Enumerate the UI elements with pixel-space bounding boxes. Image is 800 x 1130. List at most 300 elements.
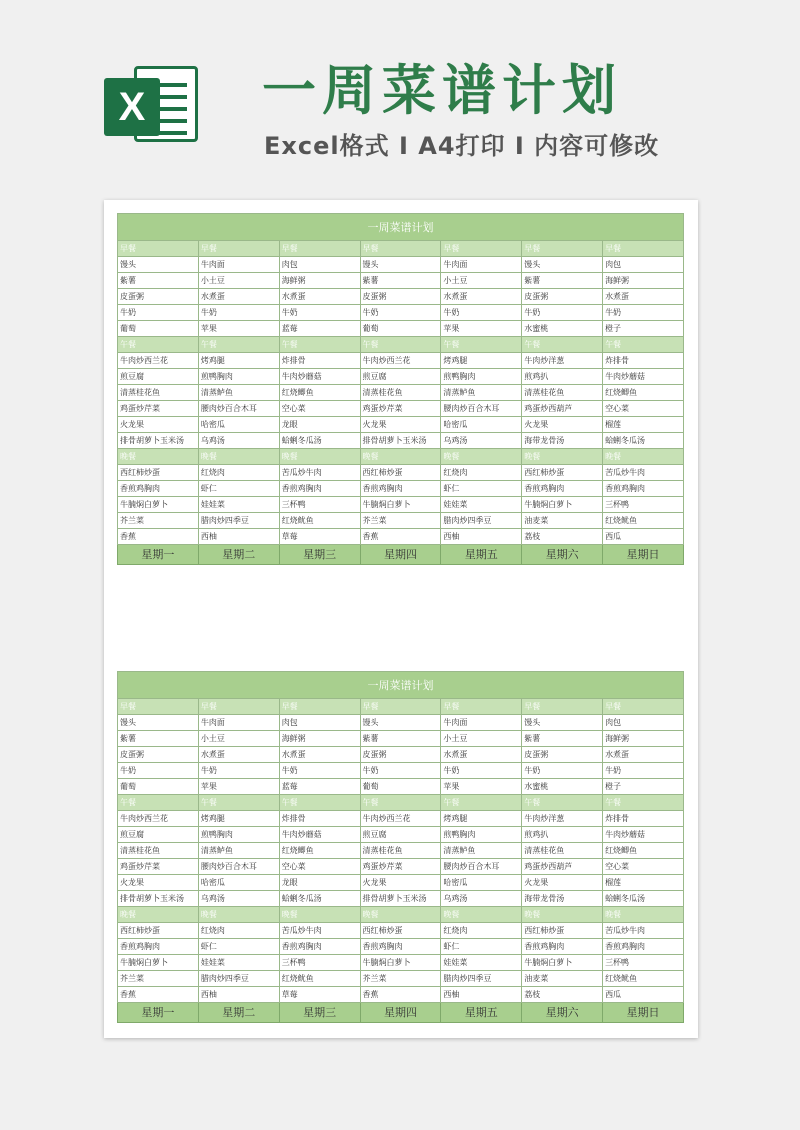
dish-cell: 龙眼 <box>279 417 360 433</box>
meal-label: 午餐 <box>118 337 199 353</box>
dish-cell: 牛奶 <box>198 763 279 779</box>
dish-cell: 煎鸭胸肉 <box>198 827 279 843</box>
dish-cell: 苦瓜炒牛肉 <box>279 923 360 939</box>
meal-label: 午餐 <box>603 337 684 353</box>
dish-cell: 红烧鲫鱼 <box>603 385 684 401</box>
dish-cell: 清蒸桂花鱼 <box>522 843 603 859</box>
dish-cell: 空心菜 <box>279 401 360 417</box>
dish-cell: 鸡蛋炒西葫芦 <box>522 859 603 875</box>
dish-cell: 西红柿炒蛋 <box>360 923 441 939</box>
dish-cell: 皮蛋粥 <box>360 289 441 305</box>
dish-cell: 苹果 <box>198 779 279 795</box>
table-row <box>118 497 684 513</box>
dish-cell: 火龙果 <box>118 417 199 433</box>
page-title: 一周菜谱计划 <box>262 59 622 122</box>
dish-cell: 腊肉炒四季豆 <box>198 971 279 987</box>
table-row <box>118 875 684 891</box>
dish-cell: 香蕉 <box>118 987 199 1003</box>
dish-cell: 娃娃菜 <box>198 497 279 513</box>
dish-cell: 哈密瓜 <box>441 875 522 891</box>
dish-cell: 苹果 <box>441 779 522 795</box>
weekday-cell: 星期五 <box>441 545 522 565</box>
dish-cell: 小土豆 <box>441 273 522 289</box>
table-row <box>118 971 684 987</box>
dish-cell: 香蕉 <box>360 987 441 1003</box>
meal-label: 早餐 <box>198 699 279 715</box>
dish-cell: 烤鸡腿 <box>441 353 522 369</box>
dish-cell: 海鲜粥 <box>279 731 360 747</box>
dish-cell: 芥兰菜 <box>360 971 441 987</box>
dish-cell: 三杯鸭 <box>279 955 360 971</box>
dish-cell: 紫薯 <box>360 731 441 747</box>
dish-cell: 红烧鱿鱼 <box>279 971 360 987</box>
dish-cell: 炸排骨 <box>603 811 684 827</box>
weekday-row <box>118 1003 684 1023</box>
dish-cell: 水煮蛋 <box>279 289 360 305</box>
dish-cell: 牛腩焖白萝卜 <box>118 497 199 513</box>
dish-cell: 香煎鸡胸肉 <box>360 939 441 955</box>
weekday-cell: 星期六 <box>522 545 603 565</box>
meal-label: 午餐 <box>118 795 199 811</box>
dish-cell: 海鲜粥 <box>603 273 684 289</box>
weekday-row <box>118 545 684 565</box>
dish-cell: 牛肉炒洋葱 <box>522 353 603 369</box>
meal-label: 早餐 <box>441 699 522 715</box>
sheet-title-row <box>118 672 684 699</box>
dish-cell: 小土豆 <box>441 731 522 747</box>
dish-cell: 火龙果 <box>360 417 441 433</box>
dish-cell: 肉包 <box>279 257 360 273</box>
meal-label: 晚餐 <box>360 907 441 923</box>
dish-cell: 紫薯 <box>118 731 199 747</box>
meal-label: 早餐 <box>522 241 603 257</box>
meal-label: 午餐 <box>279 337 360 353</box>
meal-label: 晚餐 <box>441 907 522 923</box>
dish-cell: 空心菜 <box>603 859 684 875</box>
dish-cell: 西红柿炒蛋 <box>118 923 199 939</box>
dish-cell: 苦瓜炒牛肉 <box>279 465 360 481</box>
table-row <box>118 465 684 481</box>
meal-header-row <box>118 699 684 715</box>
dish-cell: 紫薯 <box>118 273 199 289</box>
dish-cell: 水煮蛋 <box>198 747 279 763</box>
weekday-cell: 星期二 <box>198 1003 279 1023</box>
weekday-cell: 星期一 <box>118 1003 199 1023</box>
dish-cell: 牛肉炒西兰花 <box>360 353 441 369</box>
dish-cell: 西红柿炒蛋 <box>360 465 441 481</box>
dish-cell: 牛肉面 <box>198 257 279 273</box>
dish-cell: 红烧鲫鱼 <box>279 843 360 859</box>
dish-cell: 蓝莓 <box>279 779 360 795</box>
dish-cell: 乌鸡汤 <box>441 891 522 907</box>
meal-label: 晚餐 <box>441 449 522 465</box>
dish-cell: 西红柿炒蛋 <box>522 923 603 939</box>
dish-cell: 火龙果 <box>118 875 199 891</box>
dish-cell: 煎豆腐 <box>118 827 199 843</box>
table-row <box>118 843 684 859</box>
meal-label: 午餐 <box>360 795 441 811</box>
sheet-title-row <box>118 214 684 241</box>
menu-table <box>117 671 684 1023</box>
meal-label: 早餐 <box>522 699 603 715</box>
dish-cell: 腰肉炒百合木耳 <box>198 401 279 417</box>
table-row <box>118 747 684 763</box>
weekday-cell: 星期六 <box>522 1003 603 1023</box>
dish-cell: 牛肉炒蘑菇 <box>279 369 360 385</box>
dish-cell: 乌鸡汤 <box>198 891 279 907</box>
dish-cell: 馒头 <box>360 715 441 731</box>
dish-cell: 海带龙骨汤 <box>522 433 603 449</box>
table-row <box>118 923 684 939</box>
meal-label: 午餐 <box>198 795 279 811</box>
meal-label: 晚餐 <box>198 449 279 465</box>
dish-cell: 火龙果 <box>522 417 603 433</box>
document-page <box>104 200 698 1038</box>
meal-label: 早餐 <box>603 699 684 715</box>
dish-cell: 葡萄 <box>118 321 199 337</box>
dish-cell: 牛奶 <box>118 305 199 321</box>
dish-cell: 荔枝 <box>522 987 603 1003</box>
table-row <box>118 433 684 449</box>
dish-cell: 炸排骨 <box>279 811 360 827</box>
dish-cell: 小土豆 <box>198 273 279 289</box>
meal-header-row <box>118 241 684 257</box>
dish-cell: 肉包 <box>603 715 684 731</box>
meal-label: 晚餐 <box>360 449 441 465</box>
dish-cell: 葡萄 <box>360 321 441 337</box>
dish-cell: 香煎鸡胸肉 <box>279 481 360 497</box>
dish-cell: 红烧鱿鱼 <box>603 971 684 987</box>
table-row <box>118 257 684 273</box>
dish-cell: 排骨胡萝卜玉米汤 <box>118 433 199 449</box>
dish-cell: 西柚 <box>441 987 522 1003</box>
dish-cell: 牛腩焖白萝卜 <box>360 955 441 971</box>
dish-cell: 红烧肉 <box>198 923 279 939</box>
meal-header-row <box>118 907 684 923</box>
dish-cell: 蓝莓 <box>279 321 360 337</box>
meal-label: 午餐 <box>603 795 684 811</box>
meal-label: 晚餐 <box>118 907 199 923</box>
dish-cell: 红烧鲫鱼 <box>279 385 360 401</box>
dish-cell: 蛤蜊冬瓜汤 <box>603 891 684 907</box>
dish-cell: 香蕉 <box>118 529 199 545</box>
meal-label: 晚餐 <box>603 907 684 923</box>
dish-cell: 牛肉面 <box>441 715 522 731</box>
meal-label: 早餐 <box>441 241 522 257</box>
dish-cell: 红烧鱿鱼 <box>603 513 684 529</box>
excel-logo-icon <box>100 60 204 148</box>
dish-cell: 煎鸡扒 <box>522 369 603 385</box>
dish-cell: 水煮蛋 <box>603 289 684 305</box>
dish-cell: 芥兰菜 <box>360 513 441 529</box>
dish-cell: 牛肉炒西兰花 <box>360 811 441 827</box>
dish-cell: 水煮蛋 <box>198 289 279 305</box>
dish-cell: 香煎鸡胸肉 <box>522 939 603 955</box>
dish-cell: 煎鸡扒 <box>522 827 603 843</box>
meal-label: 早餐 <box>360 241 441 257</box>
dish-cell: 牛肉炒蘑菇 <box>603 369 684 385</box>
dish-cell: 牛腩焖白萝卜 <box>522 497 603 513</box>
meal-label: 早餐 <box>118 241 199 257</box>
meal-label: 早餐 <box>118 699 199 715</box>
dish-cell: 水蜜桃 <box>522 779 603 795</box>
dish-cell: 清蒸鲈鱼 <box>441 385 522 401</box>
dish-cell: 水煮蛋 <box>603 747 684 763</box>
dish-cell: 牛肉炒洋葱 <box>522 811 603 827</box>
dish-cell: 牛肉面 <box>198 715 279 731</box>
dish-cell: 清蒸鲈鱼 <box>198 385 279 401</box>
dish-cell: 牛奶 <box>441 763 522 779</box>
dish-cell: 牛奶 <box>441 305 522 321</box>
dish-cell: 乌鸡汤 <box>441 433 522 449</box>
dish-cell: 腊肉炒四季豆 <box>441 971 522 987</box>
table-row <box>118 321 684 337</box>
dish-cell: 牛肉炒蘑菇 <box>603 827 684 843</box>
dish-cell: 鸡蛋炒西葫芦 <box>522 401 603 417</box>
weekday-cell: 星期五 <box>441 1003 522 1023</box>
dish-cell: 榴莲 <box>603 875 684 891</box>
meal-header-row <box>118 449 684 465</box>
dish-cell: 牛奶 <box>198 305 279 321</box>
table-row <box>118 401 684 417</box>
dish-cell: 牛奶 <box>522 305 603 321</box>
table-row <box>118 369 684 385</box>
dish-cell: 三杯鸭 <box>279 497 360 513</box>
dish-cell: 虾仁 <box>441 939 522 955</box>
dish-cell: 牛肉炒西兰花 <box>118 811 199 827</box>
meal-label: 午餐 <box>522 795 603 811</box>
dish-cell: 皮蛋粥 <box>360 747 441 763</box>
weekday-cell: 星期三 <box>279 545 360 565</box>
dish-cell: 烤鸡腿 <box>198 353 279 369</box>
meal-label: 晚餐 <box>522 449 603 465</box>
dish-cell: 哈密瓜 <box>198 417 279 433</box>
dish-cell: 荔枝 <box>522 529 603 545</box>
dish-cell: 排骨胡萝卜玉米汤 <box>118 891 199 907</box>
table-row <box>118 417 684 433</box>
dish-cell: 煎豆腐 <box>118 369 199 385</box>
meal-label: 晚餐 <box>522 907 603 923</box>
dish-cell: 水煮蛋 <box>441 289 522 305</box>
weekday-cell: 星期二 <box>198 545 279 565</box>
dish-cell: 牛奶 <box>118 763 199 779</box>
dish-cell: 油麦菜 <box>522 971 603 987</box>
dish-cell: 油麦菜 <box>522 513 603 529</box>
dish-cell: 水煮蛋 <box>279 747 360 763</box>
dish-cell: 水煮蛋 <box>441 747 522 763</box>
dish-cell: 腊肉炒四季豆 <box>198 513 279 529</box>
dish-cell: 牛奶 <box>603 763 684 779</box>
dish-cell: 煎鸭胸肉 <box>441 827 522 843</box>
dish-cell: 乌鸡汤 <box>198 433 279 449</box>
dish-cell: 蛤蜊冬瓜汤 <box>279 433 360 449</box>
dish-cell: 橙子 <box>603 779 684 795</box>
dish-cell: 紫薯 <box>522 731 603 747</box>
dish-cell: 虾仁 <box>198 481 279 497</box>
dish-cell: 煎豆腐 <box>360 369 441 385</box>
dish-cell: 红烧鱿鱼 <box>279 513 360 529</box>
dish-cell: 腰肉炒百合木耳 <box>198 859 279 875</box>
dish-cell: 牛肉炒蘑菇 <box>279 827 360 843</box>
dish-cell: 香煎鸡胸肉 <box>279 939 360 955</box>
weekday-cell: 星期四 <box>360 545 441 565</box>
dish-cell: 排骨胡萝卜玉米汤 <box>360 433 441 449</box>
dish-cell: 牛奶 <box>360 763 441 779</box>
dish-cell: 红烧鲫鱼 <box>603 843 684 859</box>
dish-cell: 苦瓜炒牛肉 <box>603 923 684 939</box>
dish-cell: 鸡蛋炒芹菜 <box>118 401 199 417</box>
dish-cell: 清蒸鲈鱼 <box>198 843 279 859</box>
dish-cell: 烤鸡腿 <box>441 811 522 827</box>
dish-cell: 清蒸桂花鱼 <box>360 843 441 859</box>
dish-cell: 香煎鸡胸肉 <box>360 481 441 497</box>
weekday-cell: 星期日 <box>603 1003 684 1023</box>
table-row <box>118 827 684 843</box>
dish-cell: 馒头 <box>118 257 199 273</box>
dish-cell: 馒头 <box>522 257 603 273</box>
dish-cell: 香煎鸡胸肉 <box>118 481 199 497</box>
dish-cell: 牛奶 <box>279 305 360 321</box>
dish-cell: 西柚 <box>198 529 279 545</box>
meal-label: 午餐 <box>279 795 360 811</box>
dish-cell: 牛腩焖白萝卜 <box>118 955 199 971</box>
dish-cell: 苹果 <box>441 321 522 337</box>
dish-cell: 小土豆 <box>198 731 279 747</box>
table-row <box>118 385 684 401</box>
dish-cell: 皮蛋粥 <box>522 747 603 763</box>
meal-label: 早餐 <box>360 699 441 715</box>
meal-label: 午餐 <box>198 337 279 353</box>
sheet-title: 一周菜谱计划 <box>118 672 684 699</box>
meal-label: 午餐 <box>360 337 441 353</box>
dish-cell: 哈密瓜 <box>441 417 522 433</box>
dish-cell: 炸排骨 <box>279 353 360 369</box>
dish-cell: 蛤蜊冬瓜汤 <box>279 891 360 907</box>
table-row <box>118 305 684 321</box>
table-row <box>118 353 684 369</box>
dish-cell: 空心菜 <box>603 401 684 417</box>
dish-cell: 苦瓜炒牛肉 <box>603 465 684 481</box>
dish-cell: 牛腩焖白萝卜 <box>522 955 603 971</box>
dish-cell: 清蒸桂花鱼 <box>360 385 441 401</box>
dish-cell: 肉包 <box>603 257 684 273</box>
dish-cell: 馒头 <box>522 715 603 731</box>
meal-header-row <box>118 795 684 811</box>
dish-cell: 清蒸桂花鱼 <box>118 843 199 859</box>
dish-cell: 腰肉炒百合木耳 <box>441 859 522 875</box>
meal-label: 晚餐 <box>603 449 684 465</box>
dish-cell: 肉包 <box>279 715 360 731</box>
menu-table <box>117 213 684 565</box>
dish-cell: 娃娃菜 <box>198 955 279 971</box>
dish-cell: 煎鸭胸肉 <box>441 369 522 385</box>
dish-cell: 苹果 <box>198 321 279 337</box>
meal-label: 早餐 <box>279 241 360 257</box>
dish-cell: 香煎鸡胸肉 <box>603 481 684 497</box>
dish-cell: 牛肉面 <box>441 257 522 273</box>
dish-cell: 香煎鸡胸肉 <box>603 939 684 955</box>
dish-cell: 牛奶 <box>603 305 684 321</box>
dish-cell: 西瓜 <box>603 987 684 1003</box>
meal-label: 晚餐 <box>118 449 199 465</box>
table-row <box>118 731 684 747</box>
dish-cell: 三杯鸭 <box>603 497 684 513</box>
dish-cell: 橙子 <box>603 321 684 337</box>
sheet-title: 一周菜谱计划 <box>118 214 684 241</box>
dish-cell: 西红柿炒蛋 <box>118 465 199 481</box>
table-row <box>118 481 684 497</box>
dish-cell: 海鲜粥 <box>279 273 360 289</box>
table-row <box>118 779 684 795</box>
dish-cell: 火龙果 <box>522 875 603 891</box>
table-row <box>118 891 684 907</box>
dish-cell: 哈密瓜 <box>198 875 279 891</box>
dish-cell: 草莓 <box>279 529 360 545</box>
table-row <box>118 715 684 731</box>
dish-cell: 西瓜 <box>603 529 684 545</box>
dish-cell: 牛肉炒西兰花 <box>118 353 199 369</box>
dish-cell: 牛奶 <box>360 305 441 321</box>
dish-cell: 皮蛋粥 <box>522 289 603 305</box>
dish-cell: 香煎鸡胸肉 <box>522 481 603 497</box>
table-row <box>118 529 684 545</box>
dish-cell: 红烧肉 <box>441 923 522 939</box>
dish-cell: 芥兰菜 <box>118 971 199 987</box>
table-row <box>118 811 684 827</box>
dish-cell: 西柚 <box>198 987 279 1003</box>
dish-cell: 海带龙骨汤 <box>522 891 603 907</box>
dish-cell: 海鲜粥 <box>603 731 684 747</box>
dish-cell: 牛腩焖白萝卜 <box>360 497 441 513</box>
meal-label: 午餐 <box>522 337 603 353</box>
dish-cell: 紫薯 <box>522 273 603 289</box>
meal-label: 午餐 <box>441 795 522 811</box>
dish-cell: 红烧肉 <box>441 465 522 481</box>
meal-header-row <box>118 337 684 353</box>
dish-cell: 香煎鸡胸肉 <box>118 939 199 955</box>
dish-cell: 蛤蜊冬瓜汤 <box>603 433 684 449</box>
dish-cell: 红烧肉 <box>198 465 279 481</box>
dish-cell: 煎豆腐 <box>360 827 441 843</box>
meal-label: 晚餐 <box>198 907 279 923</box>
dish-cell: 腊肉炒四季豆 <box>441 513 522 529</box>
page-subtitle: Excel格式 I A4打印 I 内容可修改 <box>264 132 660 160</box>
table-row <box>118 513 684 529</box>
weekday-cell: 星期一 <box>118 545 199 565</box>
dish-cell: 西柚 <box>441 529 522 545</box>
dish-cell: 火龙果 <box>360 875 441 891</box>
table-row <box>118 859 684 875</box>
dish-cell: 烤鸡腿 <box>198 811 279 827</box>
dish-cell: 娃娃菜 <box>441 955 522 971</box>
meal-label: 早餐 <box>198 241 279 257</box>
dish-cell: 葡萄 <box>360 779 441 795</box>
page-header <box>0 0 800 190</box>
meal-label: 早餐 <box>279 699 360 715</box>
dish-cell: 水蜜桃 <box>522 321 603 337</box>
dish-cell: 紫薯 <box>360 273 441 289</box>
dish-cell: 榴莲 <box>603 417 684 433</box>
dish-cell: 皮蛋粥 <box>118 747 199 763</box>
dish-cell: 草莓 <box>279 987 360 1003</box>
table-row <box>118 763 684 779</box>
dish-cell: 鸡蛋炒芹菜 <box>118 859 199 875</box>
dish-cell: 馒头 <box>360 257 441 273</box>
dish-cell: 牛奶 <box>522 763 603 779</box>
dish-cell: 芥兰菜 <box>118 513 199 529</box>
weekday-cell: 星期四 <box>360 1003 441 1023</box>
table-row <box>118 273 684 289</box>
